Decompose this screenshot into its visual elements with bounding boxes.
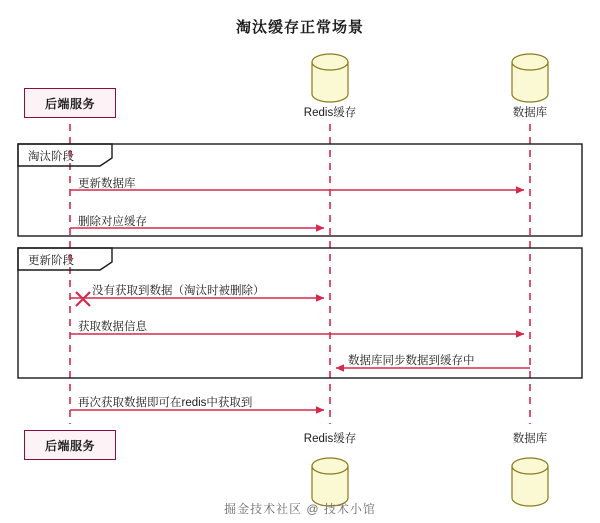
message-label-cache-miss: 没有获取到数据（淘汰时被删除） <box>92 285 265 297</box>
actor-backend-top[interactable]: 后端服务 <box>24 88 116 118</box>
frame-label-update: 更新阶段 <box>28 255 74 267</box>
message-label-update-database: 更新数据库 <box>78 178 136 190</box>
message-label-fetch-data: 获取数据信息 <box>78 321 147 333</box>
message-label-refetch-from-redis: 再次获取数据即可在redis中获取到 <box>78 397 253 409</box>
watermark: 掘金技术社区 @ 技术小馆 <box>224 502 376 516</box>
redis-cylinder-top-icon <box>312 54 348 102</box>
message-label-delete-cache: 删除对应缓存 <box>78 216 147 228</box>
label-redis-bottom: Redis缓存 <box>303 433 357 445</box>
message-label-sync-db-to-cache: 数据库同步数据到缓存中 <box>348 355 475 367</box>
database-cylinder-top-icon <box>512 54 548 102</box>
frame-label-eviction: 淘汰阶段 <box>28 151 74 163</box>
actor-backend-bottom[interactable]: 后端服务 <box>24 430 116 460</box>
frame-update-phase <box>18 248 582 378</box>
redis-cylinder-bottom-icon <box>312 458 348 506</box>
label-database-top: 数据库 <box>512 107 548 119</box>
label-database-bottom: 数据库 <box>512 433 548 445</box>
database-cylinder-bottom-icon <box>512 458 548 506</box>
label-redis-top: Redis缓存 <box>303 107 357 119</box>
page-title: 淘汰缓存正常场景 <box>235 19 364 36</box>
